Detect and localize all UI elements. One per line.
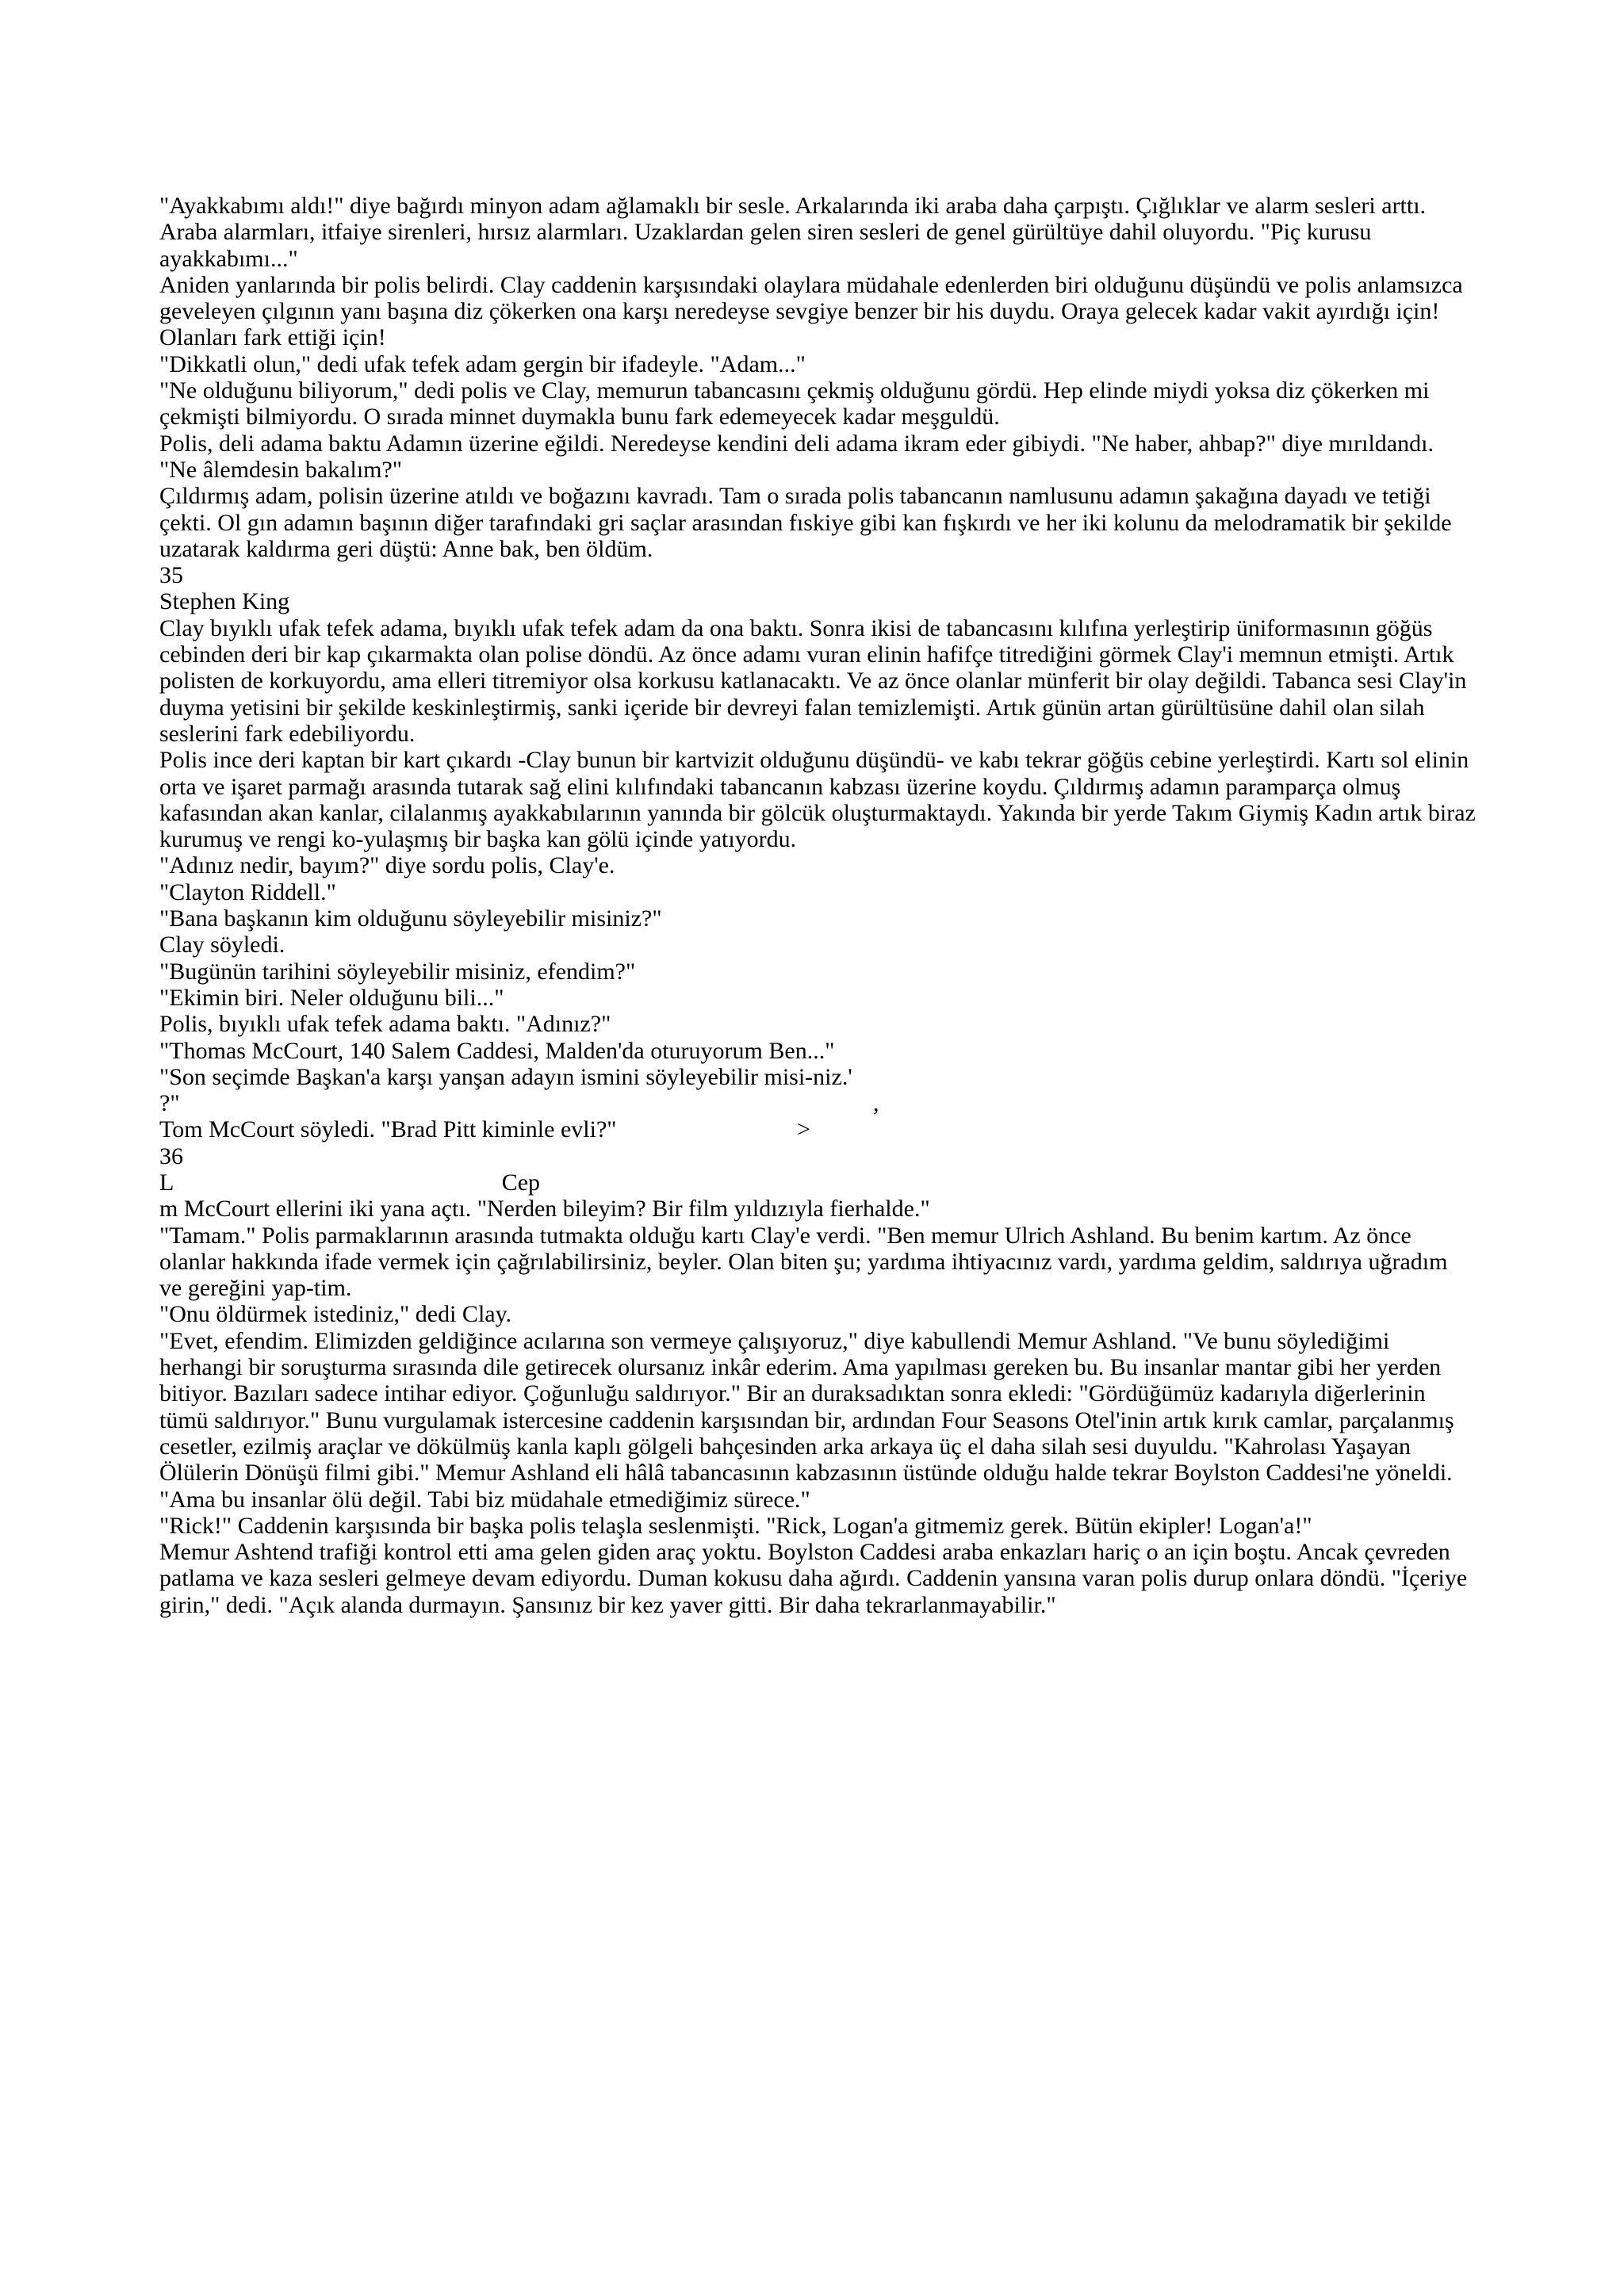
page-text (159, 193, 1476, 1618)
paragraph: "Ayakkabımı aldı!" diye bağırdı minyon adam ağlamaklı bir sesle. Arkalarında iki araba daha çarpıştı. Çığlıklar ve alarm sesleri arttı. Araba alarmları, itfaiye sirenleri, hırsız alarmları. Uzaklardan gelen siren sesleri de genel gürültüye dahil oluyordu. "Piç kurusu ayakkabımı..." (159, 193, 1427, 272)
dialogue-line: ?" (159, 1090, 180, 1117)
paragraph: "Evet, efendim. Elimizden geldiğince acılarına son vermeye çalışıyoruz," diye kabullendi Memur Ashland. "Ve bunu söylediğimi herhangi bir soruşturma sırasında dile getirecek olursanız inkâr ederim. Ama yapılması gereken bu. Bu insanlar mantar gibi her yerden bitiyor. Bazıları sadece intihar ediyor. Çoğunluğu saldırıyor." Bir an duraksadıktan sonra ekledi: "Gördüğümüz kadarıyla diğerlerinin tümü saldırıyor." Bunu vurgulamak istercesine caddenin karşısından bir, ardından Four Seasons Otel'inin artık kırık camlar, parçalanmış cesetler, ezilmiş araçlar ve dökülmüş kanla kaplı gölgeli bahçesinden arka arkaya üç el daha silah sesi duyuldu. "Kahrolası Yaşayan Ölülerin Dönüşü filmi gibi." Memur Ashland eli hâlâ tabancasının kabzasının üstünde olduğu halde tekrar Boylston Caddesi'ne yöneldi. "Ama bu insanlar ölü değil. Tabi biz müdahale etmediğimiz sürece." (159, 1327, 1454, 1513)
dialogue-line: Tom McCourt söyledi. "Brad Pitt kiminle evli?" (159, 1116, 617, 1143)
dialogue-line: "Son seçimde Başkan'a karşı yanşan adayın ismini söyleyebilir misi-niz.' (159, 1063, 852, 1090)
paragraph: m McCourt ellerini iki yana açtı. "Nerden bileyim? Bir film yıldızıyla fierhalde." (159, 1196, 930, 1223)
dialogue-line: "Bana başkanın kim olduğunu söyleyebilir misiniz?" (159, 905, 662, 932)
paragraph: Polis ince deri kaptan bir kart çıkardı -Clay bunun bir kartvizit olduğunu düşündü- ve kabı tekrar göğüs cebine yerleştirdi. Kartı sol elinin orta ve işaret parmağı arasında tutarak sağ elini kılıfındaki tabancanın kabzası üzerine koydu. Çıldırmış adamın paramparça olmuş kafasından akan kanlar, cilalanmış ayakkabılarının yanında bir gölcük oluşturmaktaydı. Yakında bir yerde Takım Giymiş Kadın artık biraz kurumuş ve rengi ko-yulaşmış bir başka kan gölü içinde yatıyordu. (159, 747, 1476, 853)
paragraph: "Tamam." Polis parmaklarının arasında tutmakta olduğu kartı Clay'e verdi. "Ben memur Ulrich Ashland. Bu benim kartım. Az önce olanlar hakkında ifade vermek için çağrılabilirsiniz, beyler. Olan biten şu; yardıma ihtiyacınız vardı, yardıma geldim, saldırıya uğradım ve gereğini yap-tim. (159, 1222, 1448, 1302)
dialogue-line: Polis, bıyıklı ufak tefek adama baktı. "Adınız?" (159, 1011, 611, 1038)
paragraph: "Rick!" Caddenin karşısında bir başka polis telaşla seslenmişti. "Rick, Logan'a gitmemiz gerek. Bütün ekipler! Logan'a!" (159, 1512, 1312, 1539)
paragraph: Polis, deli adama baktu Adamın üzerine eğildi. Neredeyse kendini deli adama ikram eder gibiydi. "Ne haber, ahbap?" diye mırıldandı. "Ne âlemdesin bakalım?" (159, 430, 1434, 483)
paragraph: Clay bıyıklı ufak tefek adama, bıyıklı ufak tefek adam da ona baktı. Sonra ikisi de tabancasını kılıfına yerleştirip üniformasının göğüs cebinden deri bir kap çıkarmakta olan polise döndü. Az önce adamı vuran elinin hafifçe titrediğini görmek Clay'i memnun etmişti. Artık polisten de korkuyordu, ama elleri titremiyor olsa korkusu katlanacaktı. Ve az önce olanlar münferit bir olay değildi. Tabanca sesi Clay'in duyma yetisini bir şekilde keskinleştirmiş, sanki içeride bir devreyi falan temizlemişti. Artık günün artan gürültüsüne dahil olan silah seslerini fark edebiliyordu. (159, 614, 1467, 747)
dialogue-line: "Clayton Riddell." (159, 878, 336, 905)
ocr-fragment-line (159, 1169, 1476, 1196)
stray-greater-than: > (797, 1116, 810, 1142)
dialogue-line: "Adınız nedir, bayım?" diye sordu polis, Clay'e. (159, 852, 615, 879)
dialogue-line: "Onu öldürmek istediniz," dedi Clay. (159, 1301, 512, 1328)
running-header: Stephen King (159, 588, 290, 615)
dialogue-line: "Thomas McCourt, 140 Salem Caddesi, Malden'da oturuyorum Ben..." (159, 1037, 835, 1064)
dialogue-line: "Bugünün tarihini söyleyebilir misiniz, efendim?" (159, 958, 636, 985)
paragraph: Aniden yanlarında bir polis belirdi. Clay caddenin karşısındaki olaylara müdahale edenlerden biri olduğunu düşündü ve polis anlamsızca geveleyen çılgının yanı başına diz çökerken ona karşı neredeyse sevgiye benzer bir his duydu. Oraya gelecek kadar vakit ayırdığı için! Olanları fark ettiği için! (159, 271, 1463, 351)
ocr-fragment: L (159, 1169, 174, 1196)
dialogue-line: "Ekimin biri. Neler olduğunu bili..." (159, 984, 504, 1011)
dialogue-line: Clay söyledi. (159, 932, 285, 959)
stray-comma: , (873, 1090, 879, 1116)
paragraph: Çıldırmış adam, polisin üzerine atıldı ve boğazını kavradı. Tam o sırada polis tabancanın namlusunu adamın şakağına dayadı ve tetiği çekti. Ol gın adamın başının diğer tarafındaki gri saçlar arasından fıskiye gibi kan fışkırdı ve her iki kolunu da melodramatik bir şekilde uzatarak kaldırma geri düştü: Anne bak, ben öldüm. (159, 483, 1452, 562)
page-number: 36 (159, 1142, 183, 1169)
page-number: 35 (159, 562, 183, 589)
paragraph: Memur Ashtend trafiği kontrol etti ama gelen giden araç yoktu. Boylston Caddesi araba enkazları hariç o an için boştu. Ancak çevreden patlama ve kaza sesleri gelmeye devam ediyordu. Duman kokusu daha ağırdı. Caddenin yansına varan polis durup onlara döndü. "İçeriye girin," dedi. "Açık alanda durmayın. Şansınız bir kez yaver gitti. Bir daha tekrarlanmayabilir." (159, 1539, 1468, 1618)
ocr-fragment: Cep (501, 1169, 541, 1196)
paragraph: "Dikkatli olun," dedi ufak tefek adam gergin bir ifadeyle. "Adam..." (159, 350, 806, 377)
paragraph: "Ne olduğunu biliyorum," dedi polis ve Clay, memurun tabancasını çekmiş olduğunu gördü. Hep elinde miydi yoksa diz çökerken mi çekmişti bilmiyordu. O sırada minnet duymakla bunu fark edemeyecek kadar meşguldü. (159, 377, 1430, 430)
